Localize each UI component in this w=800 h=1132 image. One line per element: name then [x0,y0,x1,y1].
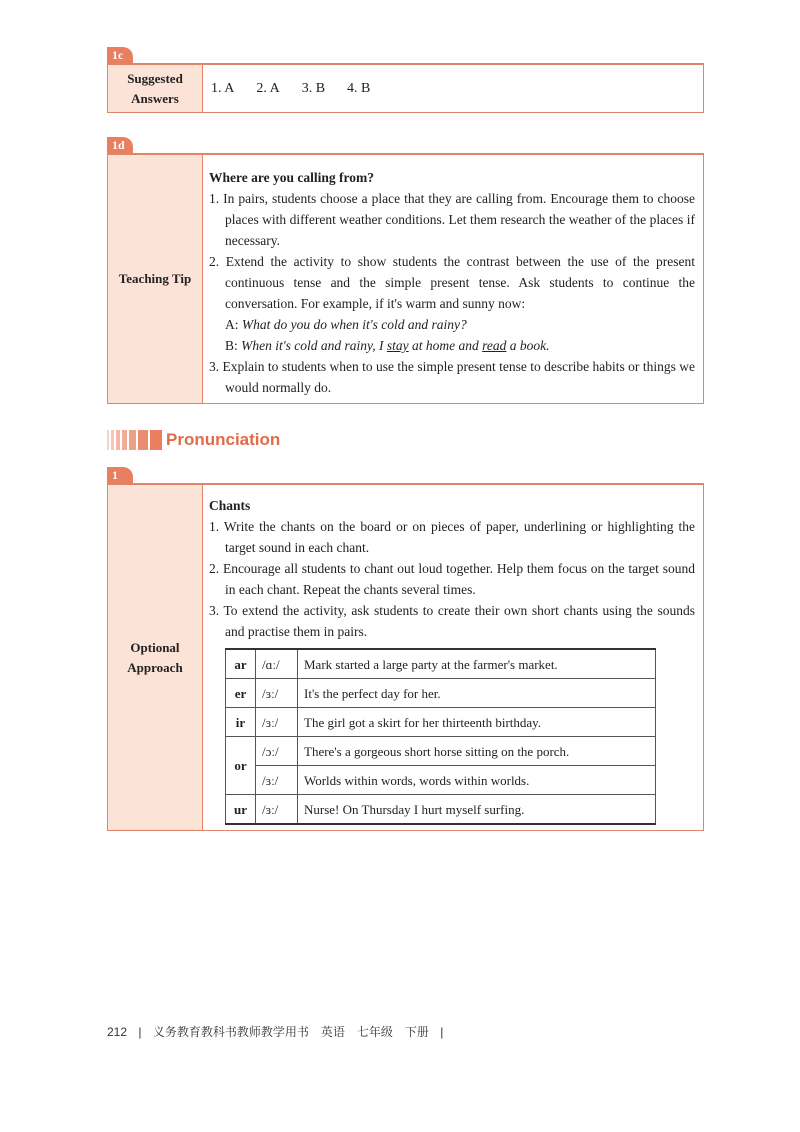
teaching-tip-content [203,155,703,403]
tip-item-1: 1. In pairs, students choose a place that they are calling from. Encourage them to choose places with different weather conditions. Let them research the weather of the places if necessary. [209,191,695,248]
phoneme-cell: /ɑː/ [256,649,298,679]
stripe-decor [122,430,127,450]
optional-approach-label [108,485,203,830]
chant-cell: It's the perfect day for her. [298,679,656,708]
dialog-speaker: A: [225,317,242,332]
answers-content [203,65,703,112]
chants-item-1: 1. Write the chants on the board or on pieces of paper, underlining or highlighting the target sound in each chant. [209,519,695,555]
letters-cell: or [226,737,256,795]
dialog-line-b [209,335,695,356]
dialog-speaker: B: [225,338,242,353]
pronunciation-header [107,428,280,452]
book-title: 义务教育教科书教师教学用书 英语 七年级 下册 [152,1025,429,1039]
teaching-tip-label: Teaching Tip [108,155,203,403]
tip-item-2: 2. Extend the activity to show students the contrast between the use of the present continuous tense and the simple present tense. Ask students to continue the conversation. For example, if it's warm and sunny now: [209,254,695,311]
phoneme-cell: /ɜː/ [256,795,298,825]
stripe-decor [111,430,114,450]
footer-divider: | [440,1025,444,1039]
stripe-decor [138,430,148,450]
chants-item-2: 2. Encourage all students to chant out loud together. Help them focus on the target sound in each chant. Repeat the chants several times. [209,561,695,597]
phoneme-cell: /ɜː/ [256,679,298,708]
suggested-answers-box [107,63,704,113]
table-row [226,679,656,708]
chant-cell: There's a gorgeous short horse sitting on the porch. [298,737,656,766]
letters-cell: ar [226,649,256,679]
pronunciation-title: Pronunciation [166,430,281,449]
table-row [226,737,656,766]
label-line: Suggested [127,70,183,86]
underlined-stay: stay [386,338,409,353]
label-line: Approach [127,659,183,675]
stripe-decor [150,430,162,450]
table-row [226,649,656,679]
optional-approach-content [203,485,703,830]
section-tag-1c: 1c [107,47,133,64]
optional-approach-box [107,483,704,831]
letters-cell: ir [226,708,256,737]
footer-divider: | [138,1025,142,1039]
teaching-tip-box [107,153,704,404]
phoneme-cell: /ɔː/ [256,737,298,766]
chants-item-3: 3. To extend the activity, ask students to create their own short chants using the sounds and practise them in pairs. [209,603,695,639]
dialog-text: When it's cold and rainy, I [241,338,387,353]
answer-1: 1. A [211,81,235,96]
answer-4: 4. B [347,81,371,96]
stripe-decor [129,430,136,450]
section-tag-1d: 1d [107,137,133,154]
phoneme-cell: /ɜː/ [256,766,298,795]
chant-cell: The girl got a skirt for her thirteenth birthday. [298,708,656,737]
page-footer [107,1023,451,1040]
section-tag-1: 1 [107,467,133,484]
letters-cell: er [226,679,256,708]
chants-heading: Chants [209,498,251,513]
stripe-decor [116,430,120,450]
chants-table [225,648,656,825]
tip-item-3: 3. Explain to students when to use the simple present tense to describe habits or things we would normally do. [209,359,695,395]
table-row [226,708,656,737]
answer-3: 3. B [301,81,326,96]
dialog-text: What do you do when it's cold and rainy? [241,317,467,332]
suggested-answers-label [108,65,203,112]
chant-cell: Worlds within words, words within worlds. [298,766,656,795]
chant-cell: Nurse! On Thursday I hurt myself surfing. [298,795,656,825]
table-row [226,766,656,795]
stripe-decor [107,430,109,450]
dialog-line-a [209,314,695,335]
table-row [226,795,656,825]
letters-cell: ur [226,795,256,825]
dialog-text: at home and [408,338,483,353]
phoneme-cell: /ɜː/ [256,708,298,737]
dialog-text: a book. [506,338,550,353]
page-number: 212 [107,1025,128,1039]
underlined-read: read [482,338,507,353]
label-line: Optional [130,639,180,655]
answer-2: 2. A [256,81,280,96]
label-line: Answers [131,90,179,106]
chant-cell: Mark started a large party at the farmer's market. [298,649,656,679]
tip-heading: Where are you calling from? [209,170,374,185]
